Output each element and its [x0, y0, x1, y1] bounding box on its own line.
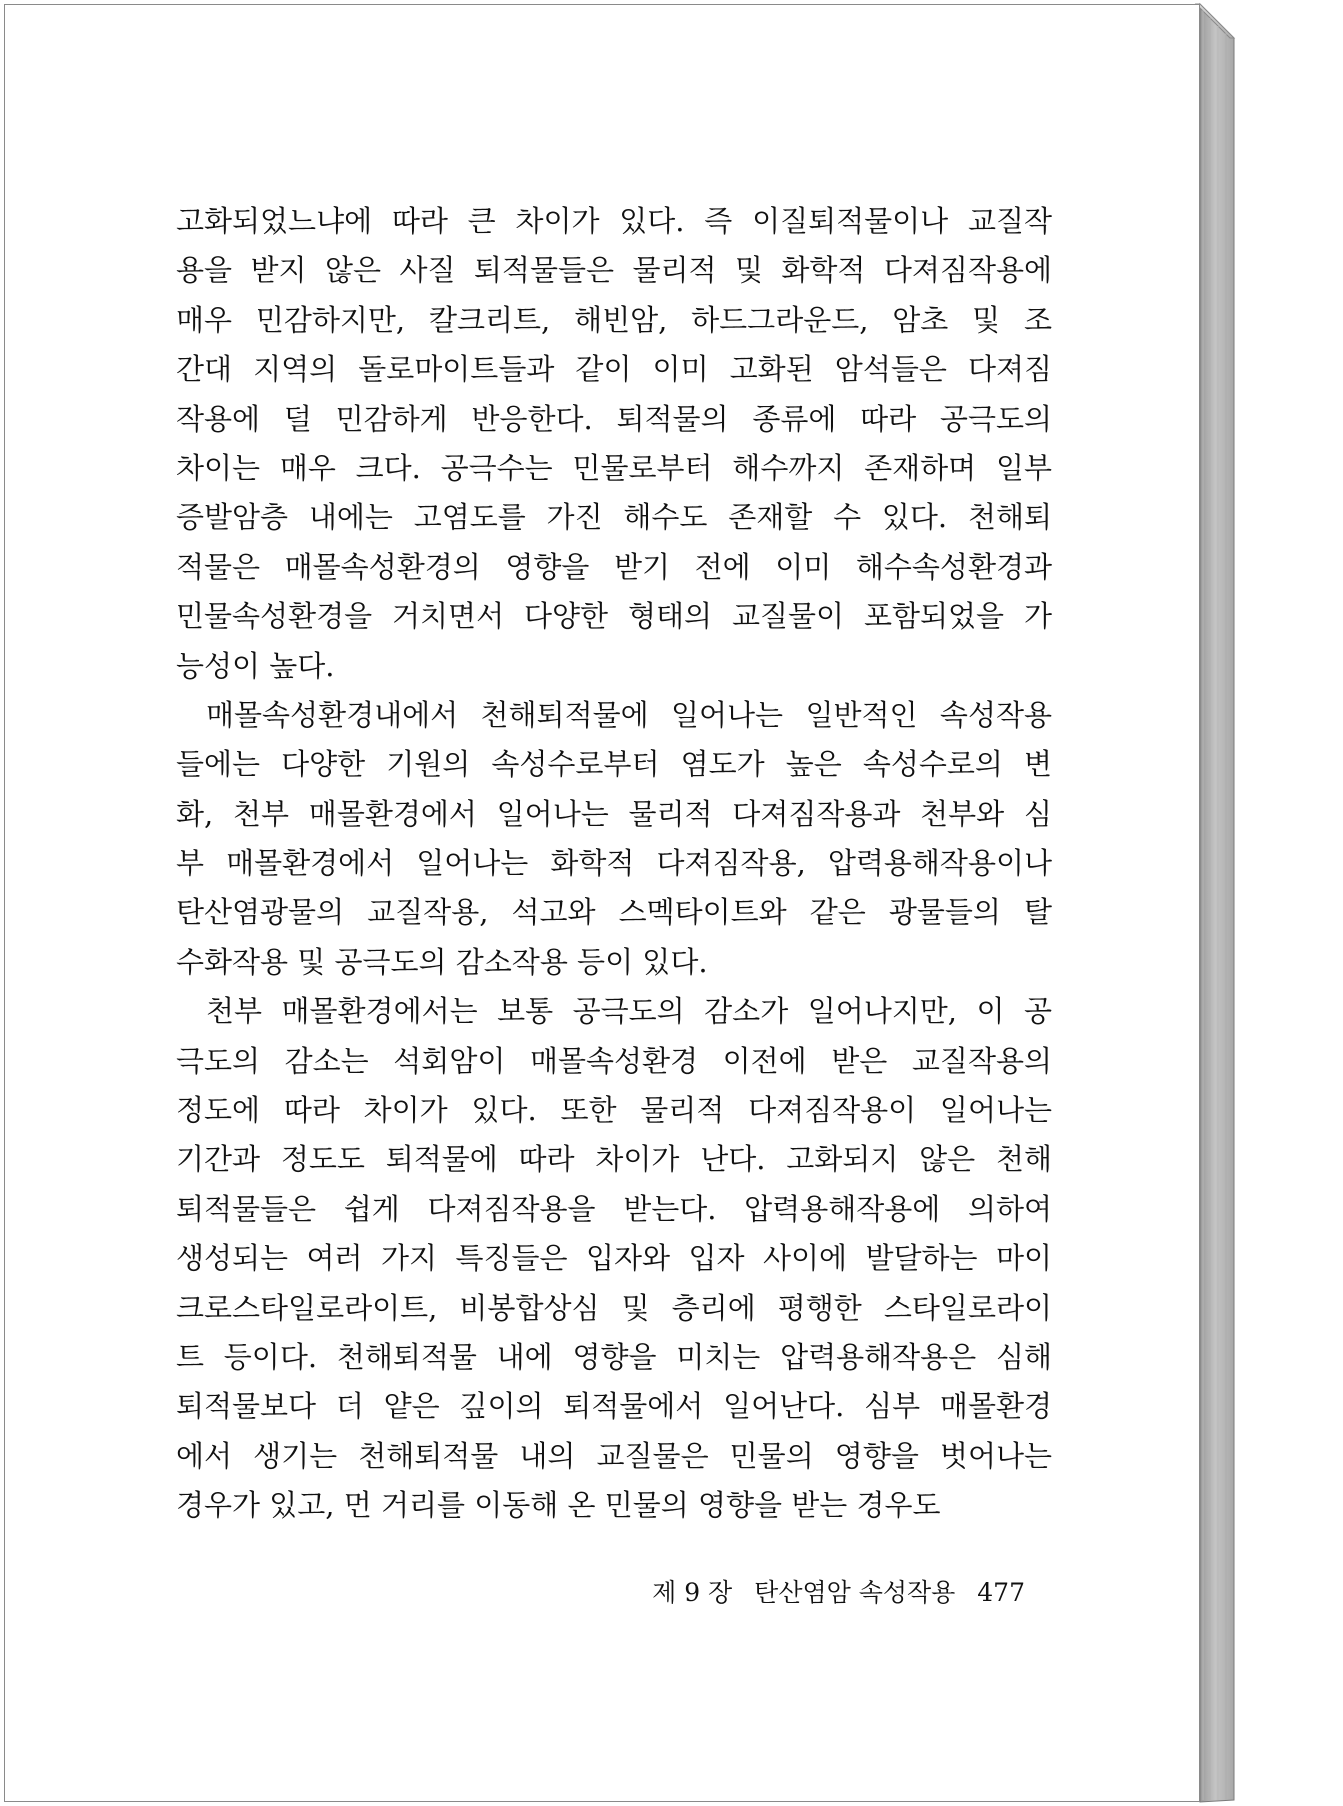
text-line: 매몰속성환경내에서 천해퇴적물에 일어나는 일반적인 속성작용 [206, 697, 1052, 732]
running-footer [605, 1568, 1025, 1618]
text-line: 퇴적물보다 더 얕은 깊이의 퇴적물에서 일어난다. 심부 매몰환경 [176, 1389, 1052, 1424]
text-line: 적물은 매몰속성환경의 영향을 받기 전에 이미 해수속성환경과 [176, 549, 1052, 584]
page-number: 477 [977, 1578, 1025, 1607]
text-line: 기간과 정도도 퇴적물에 따라 차이가 난다. 고화되지 않은 천해 [176, 1142, 1052, 1177]
footer-chapter: 제 9 장 [652, 1578, 733, 1607]
body-text [176, 197, 1052, 1531]
text-line: 작용에 덜 민감하게 반응한다. 퇴적물의 종류에 따라 공극도의 [176, 401, 1052, 436]
book-page [4, 4, 1200, 1802]
text-line: 크로스타일로라이트, 비봉합상심 및 층리에 평행한 스타일로라이 [176, 1290, 1052, 1325]
text-line: 들에는 다양한 기원의 속성수로부터 염도가 높은 속성수로의 변 [176, 747, 1052, 782]
text-line: 능성이 높다. [176, 648, 335, 683]
text-line: 탄산염광물의 교질작용, 석고와 스멕타이트와 같은 광물들의 탈 [176, 895, 1052, 930]
text-line: 수화작용 및 공극도의 감소작용 등이 있다. [176, 944, 708, 979]
text-line: 천부 매몰환경에서는 보통 공극도의 감소가 일어나지만, 이 공 [206, 994, 1052, 1029]
text-line: 간대 지역의 돌로마이트들과 같이 이미 고화된 암석들은 다져짐 [176, 352, 1052, 387]
text-line: 부 매몰환경에서 일어나는 화학적 다져짐작용, 압력용해작용이나 [176, 846, 1052, 881]
text-line: 용을 받지 않은 사질 퇴적물들은 물리적 및 화학적 다져짐작용에 [176, 253, 1052, 288]
text-line: 에서 생기는 천해퇴적물 내의 교질물은 민물의 영향을 벗어나는 [176, 1438, 1052, 1473]
text-line: 민물속성환경을 거치면서 다양한 형태의 교질물이 포함되었을 가 [176, 599, 1052, 634]
text-line: 극도의 감소는 석회암이 매몰속성환경 이전에 받은 교질작용의 [176, 1043, 1052, 1078]
footer-title: 탄산염암 속성작용 [754, 1578, 956, 1607]
text-line: 생성되는 여러 가지 특징들은 입자와 입자 사이에 발달하는 마이 [176, 1241, 1052, 1276]
text-line: 고화되었느냐에 따라 큰 차이가 있다. 즉 이질퇴적물이나 교질작 [176, 204, 1052, 238]
text-line: 퇴적물들은 쉽게 다져짐작용을 받는다. 압력용해작용에 의하여 [176, 1191, 1052, 1226]
text-line: 트 등이다. 천해퇴적물 내에 영향을 미치는 압력용해작용은 심해 [176, 1339, 1052, 1374]
text-line: 매우 민감하지만, 칼크리트, 해빈암, 하드그라운드, 암초 및 조 [176, 302, 1052, 337]
text-line: 정도에 따라 차이가 있다. 또한 물리적 다져짐작용이 일어나는 [176, 1093, 1052, 1128]
text-line: 증발암층 내에는 고염도를 가진 해수도 존재할 수 있다. 천해퇴 [176, 500, 1052, 535]
text-line: 경우가 있고, 먼 거리를 이동해 온 민물의 영향을 받는 경우도 [176, 1488, 941, 1523]
text-line: 차이는 매우 크다. 공극수는 민물로부터 해수까지 존재하며 일부 [176, 450, 1052, 485]
text-line: 화, 천부 매몰환경에서 일어나는 물리적 다져짐작용과 천부와 심 [176, 796, 1052, 831]
